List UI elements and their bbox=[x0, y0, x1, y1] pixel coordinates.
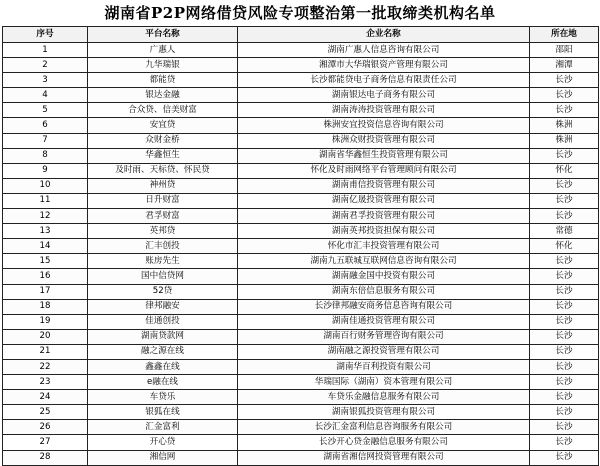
cell-location: 长沙 bbox=[530, 209, 599, 224]
cell-platform-name: 账房先生 bbox=[88, 254, 238, 269]
cell-company-name: 株洲安宜投资信息咨询有限公司 bbox=[238, 118, 530, 133]
cell-index: 4 bbox=[3, 88, 88, 103]
cell-company-name: 长沙律邦融安商务信息咨询有限公司 bbox=[238, 299, 530, 314]
cell-company-name: 株洲众财投资管理有限公司 bbox=[238, 133, 530, 148]
cell-index: 2 bbox=[3, 58, 88, 73]
cell-location: 长沙 bbox=[530, 390, 599, 405]
cell-company-name: 湖南佳通投资管理有限公司 bbox=[238, 314, 530, 329]
cell-platform-name: 九华瑞银 bbox=[88, 58, 238, 73]
cell-company-name: 湖南银达电子商务有限公司 bbox=[238, 88, 530, 103]
cell-platform-name: 及时雨、天标贷、怀民贷 bbox=[88, 163, 238, 178]
cell-company-name: 湖南省湘信网投资管理有限公司 bbox=[238, 450, 530, 465]
cell-location: 长沙 bbox=[530, 420, 599, 435]
table-row bbox=[3, 329, 599, 344]
page-title: 湖南省P2P网络借贷风险专项整治第一批取缔类机构名单 bbox=[104, 4, 496, 22]
cell-platform-name: 汇金富利 bbox=[88, 420, 238, 435]
cell-index: 17 bbox=[3, 284, 88, 299]
cell-index: 26 bbox=[3, 420, 88, 435]
cell-platform-name: 都能贷 bbox=[88, 73, 238, 88]
cell-index: 22 bbox=[3, 359, 88, 374]
cell-location: 长沙 bbox=[530, 103, 599, 118]
cell-index: 11 bbox=[3, 193, 88, 208]
cell-location: 怀化 bbox=[530, 163, 599, 178]
cell-company-name: 湖南东倍信息服务有限公司 bbox=[238, 284, 530, 299]
cell-platform-name: 鑫鑫在线 bbox=[88, 359, 238, 374]
table-row bbox=[3, 390, 599, 405]
table-row bbox=[3, 450, 599, 465]
cell-location: 长沙 bbox=[530, 299, 599, 314]
header-platform-name: 平台名称 bbox=[88, 27, 238, 43]
cell-company-name: 湖南百行财务管理咨询有限公司 bbox=[238, 329, 530, 344]
table-row bbox=[3, 148, 599, 163]
cell-company-name: 华瑞国际（湖南）资本管理有限公司 bbox=[238, 375, 530, 390]
cell-company-name: 湘潭市大华瑞银资产管理有限公司 bbox=[238, 58, 530, 73]
table-row bbox=[3, 359, 599, 374]
table-row bbox=[3, 314, 599, 329]
cell-index: 25 bbox=[3, 405, 88, 420]
cell-location: 长沙 bbox=[530, 314, 599, 329]
cell-company-name: 长沙汇金富利信息咨询服务有限公司 bbox=[238, 420, 530, 435]
cell-company-name: 湖南融之源投资管理有限公司 bbox=[238, 344, 530, 359]
cell-platform-name: 众财金桥 bbox=[88, 133, 238, 148]
cell-index: 6 bbox=[3, 118, 88, 133]
cell-index: 23 bbox=[3, 375, 88, 390]
cell-platform-name: 融之源在线 bbox=[88, 344, 238, 359]
table-row bbox=[3, 133, 599, 148]
cell-location: 长沙 bbox=[530, 269, 599, 284]
cell-location: 怀化 bbox=[530, 239, 599, 254]
cell-location: 长沙 bbox=[530, 329, 599, 344]
cell-company-name: 车贷乐金融信息服务有限公司 bbox=[238, 390, 530, 405]
table-row bbox=[3, 224, 599, 239]
table-body bbox=[3, 43, 599, 466]
cell-platform-name: 律邦融安 bbox=[88, 299, 238, 314]
table-row bbox=[3, 73, 599, 88]
cell-location: 株洲 bbox=[530, 133, 599, 148]
cell-platform-name: 湖南贷款网 bbox=[88, 329, 238, 344]
cell-company-name: 湖南甫信投资管理有限公司 bbox=[238, 178, 530, 193]
table-row bbox=[3, 88, 599, 103]
cell-platform-name: 安宜贷 bbox=[88, 118, 238, 133]
cell-company-name: 湖南涛涛投资管理有限公司 bbox=[238, 103, 530, 118]
table-row bbox=[3, 58, 599, 73]
cell-index: 20 bbox=[3, 329, 88, 344]
cell-company-name: 湖南省华鑫恒生投资管理有限公司 bbox=[238, 148, 530, 163]
cell-index: 7 bbox=[3, 133, 88, 148]
cell-index: 27 bbox=[3, 435, 88, 450]
table-header-row bbox=[3, 27, 599, 43]
cell-company-name: 湖南亿晟投资管理有限公司 bbox=[238, 193, 530, 208]
cell-location: 长沙 bbox=[530, 193, 599, 208]
cell-index: 10 bbox=[3, 178, 88, 193]
header-index: 序号 bbox=[3, 27, 88, 43]
cell-company-name: 湖南九五联城互联网信息咨询有限公司 bbox=[238, 254, 530, 269]
cell-location: 长沙 bbox=[530, 405, 599, 420]
cell-company-name: 湖南融金国中投资有限公司 bbox=[238, 269, 530, 284]
cell-index: 1 bbox=[3, 43, 88, 58]
cell-company-name: 湖南广惠人信息咨询有限公司 bbox=[238, 43, 530, 58]
table-row bbox=[3, 209, 599, 224]
cell-platform-name: 英邦贷 bbox=[88, 224, 238, 239]
cell-platform-name: 华鑫恒生 bbox=[88, 148, 238, 163]
cell-index: 18 bbox=[3, 299, 88, 314]
header-company-name: 企业名称 bbox=[238, 27, 530, 43]
cell-index: 15 bbox=[3, 254, 88, 269]
header-location: 所在地 bbox=[530, 27, 599, 43]
table-row bbox=[3, 420, 599, 435]
cell-index: 9 bbox=[3, 163, 88, 178]
cell-platform-name: 佳通创投 bbox=[88, 314, 238, 329]
table-row bbox=[3, 239, 599, 254]
table-row bbox=[3, 43, 599, 58]
cell-platform-name: 合众贷、信美财富 bbox=[88, 103, 238, 118]
cell-location: 长沙 bbox=[530, 88, 599, 103]
cell-index: 16 bbox=[3, 269, 88, 284]
table-row bbox=[3, 269, 599, 284]
institution-table bbox=[2, 26, 599, 466]
cell-platform-name: 汇丰创投 bbox=[88, 239, 238, 254]
cell-index: 14 bbox=[3, 239, 88, 254]
cell-location: 长沙 bbox=[530, 450, 599, 465]
cell-platform-name: 君孚财富 bbox=[88, 209, 238, 224]
table-row bbox=[3, 344, 599, 359]
cell-index: 3 bbox=[3, 73, 88, 88]
table-row bbox=[3, 435, 599, 450]
cell-platform-name: 银达金融 bbox=[88, 88, 238, 103]
cell-company-name: 湖南君孚投资管理有限公司 bbox=[238, 209, 530, 224]
cell-platform-name: 52贷 bbox=[88, 284, 238, 299]
cell-platform-name: 湘信网 bbox=[88, 450, 238, 465]
cell-index: 24 bbox=[3, 390, 88, 405]
table-row bbox=[3, 375, 599, 390]
cell-platform-name: 车贷乐 bbox=[88, 390, 238, 405]
cell-location: 长沙 bbox=[530, 435, 599, 450]
cell-index: 12 bbox=[3, 209, 88, 224]
cell-company-name: 长沙都能贷电子商务信息有限责任公司 bbox=[238, 73, 530, 88]
cell-platform-name: 广惠人 bbox=[88, 43, 238, 58]
table-row bbox=[3, 299, 599, 314]
cell-location: 株洲 bbox=[530, 118, 599, 133]
table-row bbox=[3, 284, 599, 299]
cell-company-name: 湖南英邦投资担保有限公司 bbox=[238, 224, 530, 239]
cell-index: 8 bbox=[3, 148, 88, 163]
table-row bbox=[3, 193, 599, 208]
cell-company-name: 怀化市汇丰投资管理有限公司 bbox=[238, 239, 530, 254]
cell-platform-name: 银狐在线 bbox=[88, 405, 238, 420]
cell-platform-name: e融在线 bbox=[88, 375, 238, 390]
table-row bbox=[3, 118, 599, 133]
table-row bbox=[3, 103, 599, 118]
cell-location: 长沙 bbox=[530, 375, 599, 390]
table-row bbox=[3, 178, 599, 193]
cell-location: 长沙 bbox=[530, 344, 599, 359]
table-row bbox=[3, 163, 599, 178]
cell-location: 邵阳 bbox=[530, 43, 599, 58]
cell-index: 28 bbox=[3, 450, 88, 465]
cell-location: 长沙 bbox=[530, 359, 599, 374]
cell-location: 湘潭 bbox=[530, 58, 599, 73]
cell-location: 长沙 bbox=[530, 178, 599, 193]
cell-company-name: 怀化及时雨网络平台管理顾问有限公司 bbox=[238, 163, 530, 178]
table-row bbox=[3, 405, 599, 420]
cell-platform-name: 神州贷 bbox=[88, 178, 238, 193]
cell-location: 长沙 bbox=[530, 73, 599, 88]
cell-location: 长沙 bbox=[530, 284, 599, 299]
cell-company-name: 湖南银狐投资管理有限公司 bbox=[238, 405, 530, 420]
cell-index: 19 bbox=[3, 314, 88, 329]
cell-index: 13 bbox=[3, 224, 88, 239]
cell-index: 5 bbox=[3, 103, 88, 118]
cell-location: 常德 bbox=[530, 224, 599, 239]
table-row bbox=[3, 254, 599, 269]
cell-location: 长沙 bbox=[530, 148, 599, 163]
cell-company-name: 长沙开心贷金融信息服务有限公司 bbox=[238, 435, 530, 450]
cell-platform-name: 开心贷 bbox=[88, 435, 238, 450]
cell-platform-name: 日升财富 bbox=[88, 193, 238, 208]
cell-company-name: 湖南华百利投资有限公司 bbox=[238, 359, 530, 374]
cell-platform-name: 国中信贷网 bbox=[88, 269, 238, 284]
cell-index: 21 bbox=[3, 344, 88, 359]
cell-location: 长沙 bbox=[530, 254, 599, 269]
